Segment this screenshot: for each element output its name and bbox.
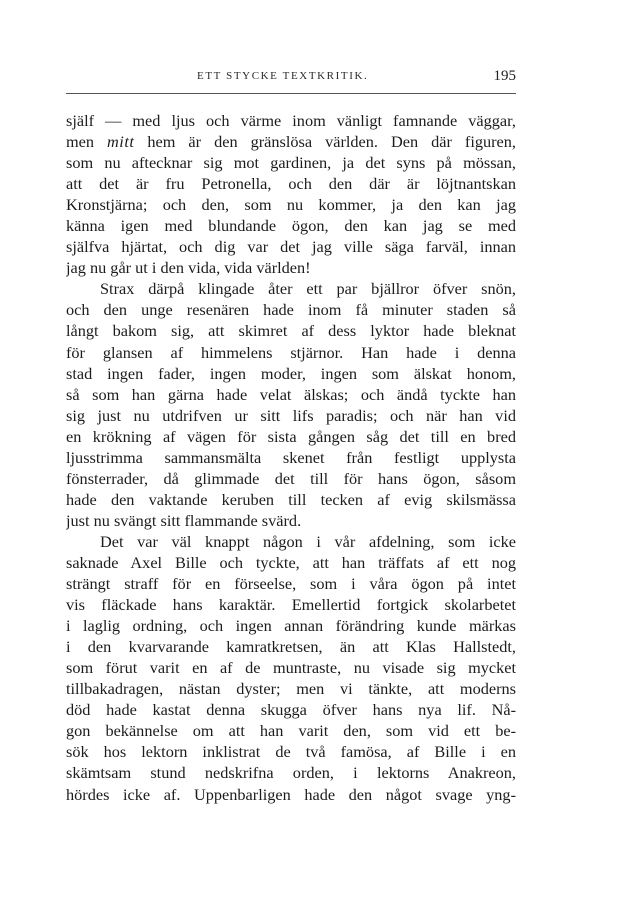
text-line: Strax därpå klingade åter ett par bjällror öfver snön, [100, 279, 516, 299]
page-number: 195 [493, 68, 516, 84]
text-line: jag nu går ut i den vida, vida världen! [66, 258, 311, 278]
text-line: hade den vaktande keruben till tecken af evig skilsmässa [66, 489, 516, 509]
paragraph-3 [66, 531, 516, 805]
text-run: men [66, 132, 108, 152]
text-line: att det är fru Petronella, och den där är löjtnantskan [66, 174, 516, 194]
running-title: ETT STYCKE TEXTKRITIK. [197, 70, 369, 82]
text-line: stad ingen fader, ingen moder, ingen som älskat honom, [66, 363, 516, 383]
text-line: själf — med ljus och värme inom vänligt famnande väggar, [66, 111, 516, 130]
text-line: som nu aftecknar sig mot gardinen, ja det syns på mössan, [66, 153, 516, 173]
text-line: vis fläckade hans karaktär. Emellertid fortgick skolarbetet [66, 595, 516, 615]
text-line: för glansen af himmelens stjärnor. Han hade i denna [66, 342, 516, 362]
paragraph-1 [66, 110, 516, 278]
text-line: känna igen med blundande ögon, den kan jag se med [66, 216, 516, 236]
emphasized-word: mitt [107, 132, 135, 152]
text-line [66, 131, 516, 152]
body-text [66, 110, 516, 805]
text-line: just nu svängt sitt flammande svärd. [66, 510, 302, 530]
text-line: död hade kastat denna skugga öfver hans nya lif. Nå- [66, 700, 516, 720]
text-line: ljusstrimma sammansmälta skenet från festligt upplysta [66, 447, 516, 467]
text-line: strängt straff för en förseelse, som i våra ögon på intet [66, 574, 516, 594]
text-line: sig just nu utdrifven ur sitt lifs paradis; och när han vid [66, 405, 516, 425]
text-line: i laglig ordning, och ingen annan förändring kunde märkas [66, 616, 516, 636]
text-line: långt bakom sig, att skimret af dess lyktor hade bleknat [66, 321, 516, 341]
text-line: tillbakadragen, nästan dyster; men vi tänkte, att moderns [66, 679, 516, 699]
text-line: gon bekännelse om att han varit den, som vid ett be- [66, 721, 516, 741]
text-line: hördes icke af. Uppenbarligen hade den något svage yng- [66, 784, 516, 804]
running-header [66, 68, 516, 90]
text-run: hem är den gränslösa världen. Den där figuren, [134, 132, 516, 152]
text-line: Kronstjärna; och den, som nu kommer, ja den kan jag [66, 195, 516, 215]
text-line: själfva hjärtat, och dig var det jag ville säga farväl, innan [66, 237, 516, 257]
text-line: som förut varit en af de muntraste, nu visade sig mycket [66, 658, 516, 678]
text-line: skämtsam stund nedskrifna orden, i lektorns Anakreon, [66, 763, 516, 783]
text-line: Det var väl knappt någon i vår afdelning, som icke [100, 531, 516, 551]
text-line: fönsterrader, då glimmade det till för hans ögon, såsom [66, 468, 516, 488]
text-line: i den kvarvarande kamratkretsen, än att Klas Hallstedt, [66, 637, 516, 657]
text-line: saknade Axel Bille och tyckte, att han träffats af ett nog [66, 552, 516, 572]
text-line: så som han gärna hade velat älskas; och ändå tyckte han [66, 384, 516, 404]
header-rule [66, 93, 516, 94]
text-line: sök hos lektorn inklistrat de två famösa, af Bille i en [66, 742, 516, 762]
paragraph-2 [66, 278, 516, 531]
text-line: och den unge resenären hade inom få minuter staden så [66, 300, 516, 320]
text-line: en krökning af vägen för sista gången såg det till en bred [66, 426, 516, 446]
